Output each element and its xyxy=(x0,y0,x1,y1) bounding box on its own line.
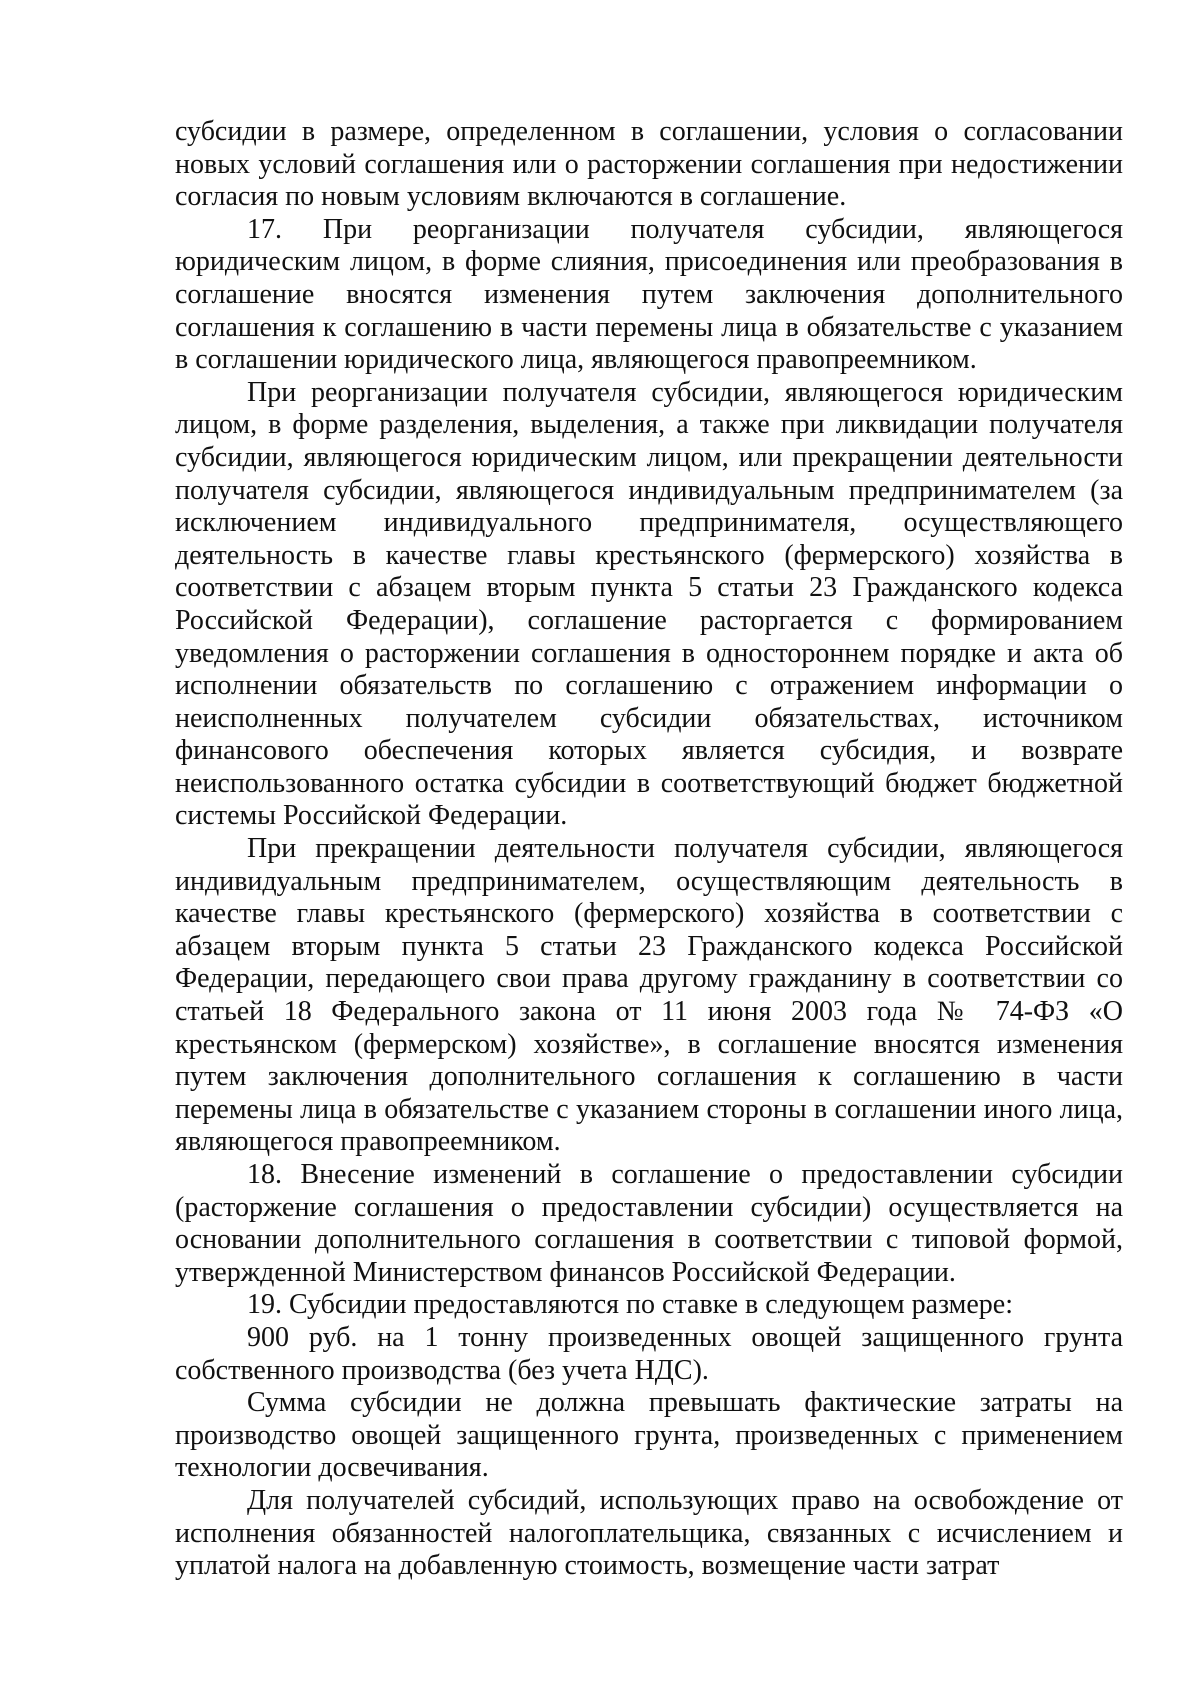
paragraph-subsidy-limit: Сумма субсидии не должна превышать фактические затраты на производство овощей защищенного грунта, произведенных с применением технологии досвечивания. xyxy=(175,1387,1123,1484)
document-page xyxy=(175,116,1123,1583)
paragraph-19: 19. Субсидии предоставляются по ставке в следующем размере: xyxy=(247,1289,1014,1321)
paragraph-continuation: субсидии в размере, определенном в соглашении, условия о согласовании новых условий соглашения или о расторжении соглашения при недостижении согласия по новым условиям включаются в соглашение. xyxy=(175,116,1123,213)
paragraph-reorganization: При реорганизации получателя субсидии, являющегося юридическим лицом, в форме разделения, выделения, а также при ликвидации получателя субсидии, являющегося юридическим лицом, или прекращении деятельности получателя субсидии, являющегося индивидуальным предпринимателем (за исключением индивидуального предпринимателя, осуществляющего деятельность в качестве главы крестьянского (фермерского) хозяйства в соответствии с абзацем вторым пункта 5 статьи 23 Гражданского кодекса Российской Федерации), соглашение расторгается с формированием уведомления о расторжении соглашения в одностороннем порядке и акта об исполнении обязательств по соглашению с отражением информации о неисполненных получателем субсидии обязательствах, источником финансового обеспечения которых является субсидия, и возврате неиспользованного остатка субсидии в соответствующий бюджет бюджетной системы Российской Федерации. xyxy=(175,376,1123,832)
paragraph-vat-exemption: Для получателей субсидий, использующих право на освобождение от исполнения обязанностей налогоплательщика, связанных с исчислением и уплатой налога на добавленную стоимость, возмещение части затрат xyxy=(175,1484,1123,1582)
paragraph-termination: При прекращении деятельности получателя субсидии, являющегося индивидуальным предпринимателем, осуществляющим деятельность в качестве главы крестьянского (фермерского) хозяйства в соответствии с абзацем вторым пункта 5 статьи 23 Гражданского кодекса Российской Федерации, передающего свои права другому гражданину в соответствии со статьей 18 Федерального закона от 11 июня 2003 года № 74-ФЗ «О крестьянском (фермерском) хозяйстве», в соглашение вносятся изменения путем заключения дополнительного соглашения к соглашению в части перемены лица в обязательстве с указанием стороны в соглашении иного лица, являющегося правопреемником. xyxy=(175,833,1123,1158)
paragraph-18: 18. Внесение изменений в соглашение о предоставлении субсидии (расторжение соглашения о предоставлении субсидии) осуществляется на основании дополнительного соглашения в соответствии с типовой формой, утвержденной Министерством финансов Российской Федерации. xyxy=(175,1159,1123,1288)
paragraph-17: 17. При реорганизации получателя субсидии, являющегося юридическим лицом, в форме слияния, присоединения или преобразования в соглашение вносятся изменения путем заключения дополнительного соглашения к соглашению в части перемены лица в обязательстве с указанием в соглашении юридического лица, являющегося правопреемником. xyxy=(175,213,1123,376)
paragraph-rate: 900 руб. на 1 тонну произведенных овощей защищенного грунта собственного производства (без учета НДС). xyxy=(175,1321,1123,1386)
